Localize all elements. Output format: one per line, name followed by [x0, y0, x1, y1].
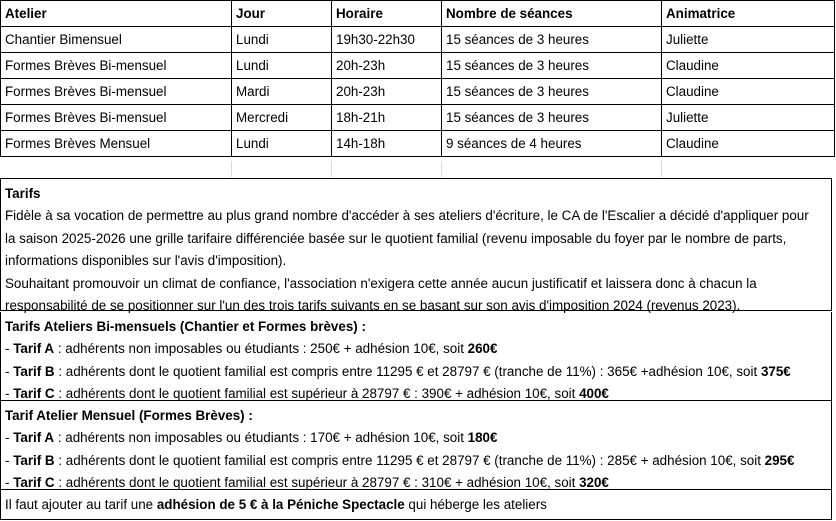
cell-seances: 15 séances de 3 heures — [442, 79, 662, 105]
tarif-label: Tarif C — [13, 475, 55, 491]
cell-seances: 15 séances de 3 heures — [442, 27, 662, 53]
mensuel-tarifs-section — [0, 401, 832, 490]
cell-seances: 9 séances de 4 heures — [442, 131, 662, 157]
tarifs-paragraph-line: informations disponibles sur l'avis d'imposition). — [5, 253, 287, 269]
cell-animatrice: Claudine — [662, 79, 835, 105]
cell-horaire: 20h-23h — [332, 79, 442, 105]
tarifs-paragraph-line: Fidèle à sa vocation de permettre au plus grand nombre d'accéder à ses ateliers d'écriture, le CA de l'Escalier a décidé d'appliquer pour — [5, 208, 809, 224]
table-row — [1, 79, 835, 105]
header-seances: Nombre de séances — [442, 1, 662, 27]
cell-horaire: 19h30-22h30 — [332, 27, 442, 53]
tarif-line-a — [5, 427, 827, 449]
tarif-line-a — [5, 338, 827, 360]
tarif-text: : adhérents dont le quotient familial est compris entre 11295 € et 28797 € (tranche de 11%) : 285€ + adhésion 10€, soit — [54, 452, 765, 468]
tarifs-paragraph-line: la saison 2025-2026 une grille tarifaire différenciée basée sur le quotient familial (revenu imposable du foyer par le nombre de parts, — [5, 230, 787, 246]
cell-seances: 15 séances de 3 heures — [442, 53, 662, 79]
tarif-total: 260€ — [467, 341, 498, 357]
tarif-total: 180€ — [467, 430, 498, 446]
tarif-text: : adhérents dont le quotient familial est supérieur à 28797 € : 310€ + adhésion 10€, soit — [54, 475, 580, 491]
cell-atelier: Formes Brèves Bi-mensuel — [1, 79, 232, 105]
tarif-label: Tarif C — [13, 386, 55, 402]
cell-jour: Lundi — [232, 53, 332, 79]
cell-horaire: 14h-18h — [332, 131, 442, 157]
cell-animatrice: Juliette — [662, 27, 835, 53]
cell-atelier: Chantier Bimensuel — [1, 27, 232, 53]
cell-animatrice: Juliette — [662, 105, 835, 131]
tarif-text: : adhérents non imposables ou étudiants : 250€ + adhésion 10€, soit — [54, 341, 468, 357]
table-row — [1, 27, 835, 53]
gridline — [441, 161, 442, 177]
table-row — [1, 131, 835, 157]
tarif-text: : adhérents dont le quotient familial est compris entre 11295 € et 28797 € (tranche de 11%) : 365€ +adhésion 10€, soit — [54, 363, 761, 379]
mensuel-title: Tarif Atelier Mensuel (Formes Brèves) : — [5, 408, 253, 423]
dash: - — [5, 452, 14, 468]
tarif-label: Tarif B — [13, 452, 55, 468]
tarif-text: : adhérents non imposables ou étudiants : 170€ + adhésion 10€, soit — [54, 430, 468, 446]
header-atelier: Atelier — [1, 1, 232, 27]
cell-jour: Mercredi — [232, 105, 332, 131]
tarif-line-b — [5, 361, 827, 383]
dash: - — [5, 341, 14, 357]
bimensuel-title: Tarifs Ateliers Bi-mensuels (Chantier et Formes brèves) : — [5, 319, 366, 334]
tarif-total: 320€ — [579, 475, 609, 491]
bimensuel-tarifs-section — [0, 312, 832, 401]
note-line — [5, 490, 827, 519]
schedule-table — [0, 0, 835, 157]
note-suffix: qui héberge les ateliers — [404, 497, 547, 512]
cell-animatrice: Claudine — [662, 131, 835, 157]
cell-atelier: Formes Brèves Mensuel — [1, 131, 232, 157]
dash: - — [5, 430, 14, 446]
table-row — [1, 105, 835, 131]
cell-horaire: 20h-23h — [332, 53, 442, 79]
cell-atelier: Formes Brèves Bi-mensuel — [1, 105, 232, 131]
tarif-label: Tarif A — [13, 430, 55, 446]
cell-jour: Lundi — [232, 131, 332, 157]
tarifs-section — [0, 178, 832, 314]
dash: - — [5, 363, 14, 379]
table-row — [1, 53, 835, 79]
dash: - — [5, 475, 14, 491]
dash: - — [5, 386, 14, 402]
header-jour: Jour — [232, 1, 332, 27]
gridline — [231, 161, 232, 177]
cell-seances: 15 séances de 3 heures — [442, 105, 662, 131]
tarif-total: 375€ — [760, 363, 791, 379]
gridline — [331, 161, 332, 177]
tarif-total: 400€ — [579, 386, 609, 402]
tarif-label: Tarif B — [13, 363, 55, 379]
tarifs-paragraph-line: responsabilité de se positionner sur l'un des trois tarifs suivants en se basant sur son avis d'imposition 2024 (revenus 2023). — [5, 298, 741, 314]
header-horaire: Horaire — [332, 1, 442, 27]
cell-animatrice: Claudine — [662, 53, 835, 79]
tarif-label: Tarif A — [13, 341, 55, 357]
tarifs-paragraph-line: Souhaitant promouvoir un climat de confiance, l'association n'exigera cette année aucun justificatif et laissera donc à chacun la — [5, 275, 757, 291]
tarif-line-b — [5, 450, 827, 472]
tarifs-title: Tarifs — [5, 186, 41, 201]
cell-atelier: Formes Brèves Bi-mensuel — [1, 53, 232, 79]
cell-jour: Mardi — [232, 79, 332, 105]
schedule-header-row — [1, 1, 835, 27]
note-prefix: Il faut ajouter au tarif une — [5, 497, 157, 512]
tarif-total: 295€ — [764, 452, 795, 468]
cell-horaire: 18h-21h — [332, 105, 442, 131]
header-animatrice: Animatrice — [662, 1, 835, 27]
cell-jour: Lundi — [232, 27, 332, 53]
note-bold: adhésion de 5 € à la Péniche Spectacle — [156, 497, 405, 512]
gridline — [661, 161, 662, 177]
note-section — [0, 490, 832, 520]
tarif-text: : adhérents dont le quotient familial est supérieur à 28797 € : 390€ + adhésion 10€, soit — [54, 386, 580, 402]
